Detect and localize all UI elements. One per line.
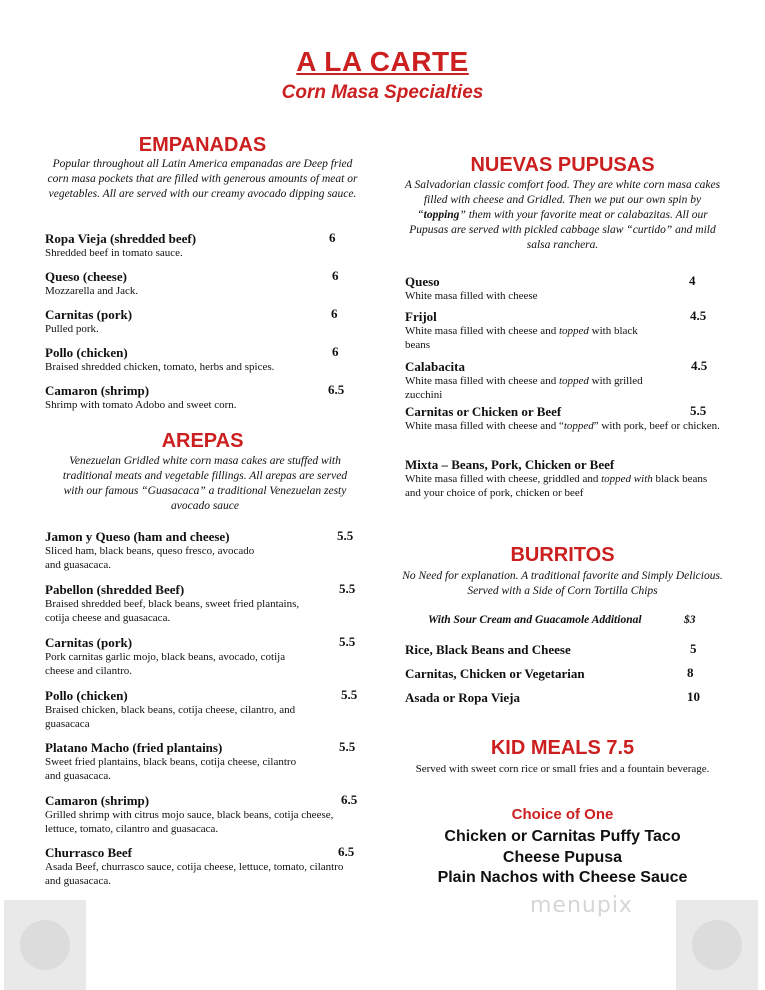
burritos-title: BURRITOS	[510, 544, 615, 566]
item-price: 6.5	[341, 792, 358, 807]
menu-item	[45, 345, 365, 374]
item-desc-text: White masa filled with cheese, griddled and	[405, 473, 602, 485]
item-desc	[405, 374, 660, 402]
item-price: 10	[687, 689, 700, 704]
item-desc	[405, 289, 725, 303]
item-price: 5.5	[339, 739, 356, 754]
kid-meals-choice-title: Choice of One	[511, 806, 614, 823]
item-name: Camaron (shrimp)	[45, 793, 150, 808]
item-price: 5.5	[341, 687, 358, 702]
item-price: 5	[690, 641, 697, 656]
menu-item	[405, 404, 725, 433]
item-name: Platano Macho (fried plantains)	[45, 740, 223, 755]
menu-item	[405, 642, 725, 657]
empanadas-description: Popular throughout all Latin America empanadas are Deep fried corn masa pockets that are filled with generous amounts of meat or vegetables. All are served with our creamy avocado dipping sauce.	[47, 158, 358, 200]
item-desc: Asada Beef, churrasco sauce, cotija cheese, lettuce, tomato, cilantro and guasacaca.	[45, 861, 344, 887]
item-desc-em: topped	[558, 375, 589, 387]
menu-item	[45, 383, 365, 412]
item-name: Ropa Vieja (shredded beef)	[45, 231, 197, 246]
burritos-addon-price: $3	[684, 614, 696, 626]
item-name: Pollo (chicken)	[45, 345, 128, 360]
item-desc: Sliced ham, black beans, queso fresco, avocado and guasacaca.	[45, 545, 255, 571]
menu-item	[45, 688, 365, 731]
item-desc: Shredded beef in tomato sauce.	[45, 247, 183, 259]
item-desc-text: White masa filled with cheese	[405, 290, 538, 302]
item-price: 4.5	[691, 358, 708, 373]
item-desc-em: topped	[558, 325, 589, 337]
menu-item	[45, 793, 365, 836]
pupusas-desc-em: topping	[423, 209, 460, 221]
menu-item	[45, 529, 365, 572]
item-desc: Braised chicken, black beans, cotija cheese, cilantro, and guasacaca	[45, 704, 296, 730]
item-name: Churrasco Beef	[45, 845, 133, 860]
item-desc: Pork carnitas garlic mojo, black beans, avocado, cotija cheese and cilantro.	[45, 651, 286, 677]
pupusas-desc-b: ” them with your favorite meat or calabazitas. All our Pupusas are served with pickled cabbage slaw “curtido” and mild salsa ranchera.	[409, 209, 716, 251]
item-price: 4.5	[690, 308, 707, 323]
item-name: Rice, Black Beans and Cheese	[405, 642, 571, 657]
kid-choice-2: Cheese Pupusa	[502, 849, 623, 866]
item-price: 6	[329, 230, 336, 245]
item-desc: Shrimp with tomato Adobo and sweet corn.	[45, 399, 237, 411]
kid-meals-title: KID MEALS 7.5	[490, 737, 635, 759]
item-desc: Mozzarella and Jack.	[45, 285, 139, 297]
item-desc-tail: ” with pork, beef or chicken.	[593, 420, 720, 432]
item-price: 6	[332, 268, 339, 283]
watermark-corner-left	[4, 900, 86, 990]
item-name: Mixta – Beans, Pork, Chicken or Beef	[405, 457, 615, 472]
item-name: Jamon y Queso (ham and cheese)	[45, 529, 230, 544]
item-price: 6	[331, 306, 338, 321]
menu-item	[405, 666, 725, 681]
page-title: A LA CARTE	[296, 46, 469, 77]
item-name: Calabacita	[405, 359, 465, 374]
item-price: 6.5	[328, 382, 345, 397]
menu-item	[45, 231, 365, 260]
item-desc: Pulled pork.	[45, 323, 99, 335]
menu-item	[405, 309, 725, 352]
item-desc: Braised shredded chicken, tomato, herbs and spices.	[45, 361, 275, 373]
item-desc-tail: with black beans	[405, 325, 638, 351]
arepas-description: Venezuelan Gridled white corn masa cakes are stuffed with traditional meats and vegetable fillings. All arepas are served with our famous “Guasacaca” a traditional Venezuelan zesty avocado sauce	[62, 455, 348, 512]
kid-choice-1: Chicken or Carnitas Puffy Taco	[444, 828, 681, 845]
item-name: Frijol	[405, 309, 437, 324]
item-desc-tail: black beans and your choice of pork, chicken or beef	[405, 473, 708, 499]
watermark-text: menupix	[530, 893, 633, 918]
menu-item	[45, 845, 365, 888]
pupusas-desc-a: A Salvadorian classic comfort food. They are white corn masa cakes filled with cheese and Gridled. Then we put our own spin by “	[404, 179, 721, 221]
item-desc: Grilled shrimp with citrus mojo sauce, black beans, cotija cheese, lettuce, tomato, cilantro and guasacaca.	[45, 809, 334, 835]
kid-meals-description: Served with sweet corn rice or small fries and a fountain beverage.	[415, 763, 710, 775]
menu-item	[45, 582, 365, 625]
item-price: 5.5	[339, 634, 356, 649]
menu-item	[45, 740, 365, 783]
item-name: Carnitas (pork)	[45, 307, 133, 322]
item-desc-text: White masa filled with cheese and	[405, 325, 559, 337]
item-desc: Sweet fried plantains, black beans, cotija cheese, cilantro and guasacaca.	[45, 756, 297, 782]
item-price: 5.5	[690, 403, 707, 418]
item-price: 6.5	[338, 844, 355, 859]
item-name: Queso (cheese)	[45, 269, 127, 284]
burritos-description: No Need for explanation. A traditional favorite and Simply Delicious. Served with a Side of Corn Tortilla Chips	[402, 570, 723, 597]
menu-item	[405, 359, 725, 402]
menu-item	[405, 274, 725, 303]
watermark-corner-right	[676, 900, 758, 990]
kid-choice-3: Plain Nachos with Cheese Sauce	[437, 869, 688, 886]
item-desc-em: topped	[563, 420, 594, 432]
pupusas-title: NUEVAS PUPUSAS	[470, 154, 655, 176]
menu-item	[45, 635, 365, 678]
item-name: Pollo (chicken)	[45, 688, 128, 703]
item-desc-text: White masa filled with cheese and “	[405, 420, 564, 432]
arepas-title: AREPAS	[161, 430, 244, 452]
page-subtitle: Corn Masa Specialties	[281, 82, 484, 103]
item-name: Carnitas (pork)	[45, 635, 133, 650]
item-name: Carnitas or Chicken or Beef	[405, 404, 562, 419]
item-name: Carnitas, Chicken or Vegetarian	[405, 666, 585, 681]
burritos-addon-label: With Sour Cream and Guacamole Additional	[428, 614, 642, 626]
item-name: Pabellon (shredded Beef)	[45, 582, 185, 597]
item-desc-text: White masa filled with cheese and	[405, 375, 559, 387]
pupusas-description	[400, 178, 725, 253]
empanadas-title: EMPANADAS	[138, 134, 267, 156]
item-price: 6	[332, 344, 339, 359]
menu-item	[405, 690, 725, 705]
item-desc-em: topped with	[601, 473, 653, 485]
item-name: Camaron (shrimp)	[45, 383, 150, 398]
menu-item	[45, 269, 365, 298]
item-price: 4	[689, 273, 696, 288]
item-desc-tail: with grilled zucchini	[405, 375, 643, 401]
item-price: 5.5	[337, 528, 354, 543]
item-name: Asada or Ropa Vieja	[405, 690, 520, 705]
item-desc	[405, 324, 660, 352]
menu-item	[45, 307, 365, 336]
item-desc	[405, 419, 725, 433]
menu-item	[405, 457, 725, 500]
item-price: 8	[687, 665, 694, 680]
item-price: 5.5	[339, 581, 356, 596]
item-name: Queso	[405, 274, 440, 289]
item-desc	[405, 472, 710, 500]
item-desc: Braised shredded beef, black beans, sweet fried plantains, cotija cheese and guasacaca.	[45, 598, 300, 624]
